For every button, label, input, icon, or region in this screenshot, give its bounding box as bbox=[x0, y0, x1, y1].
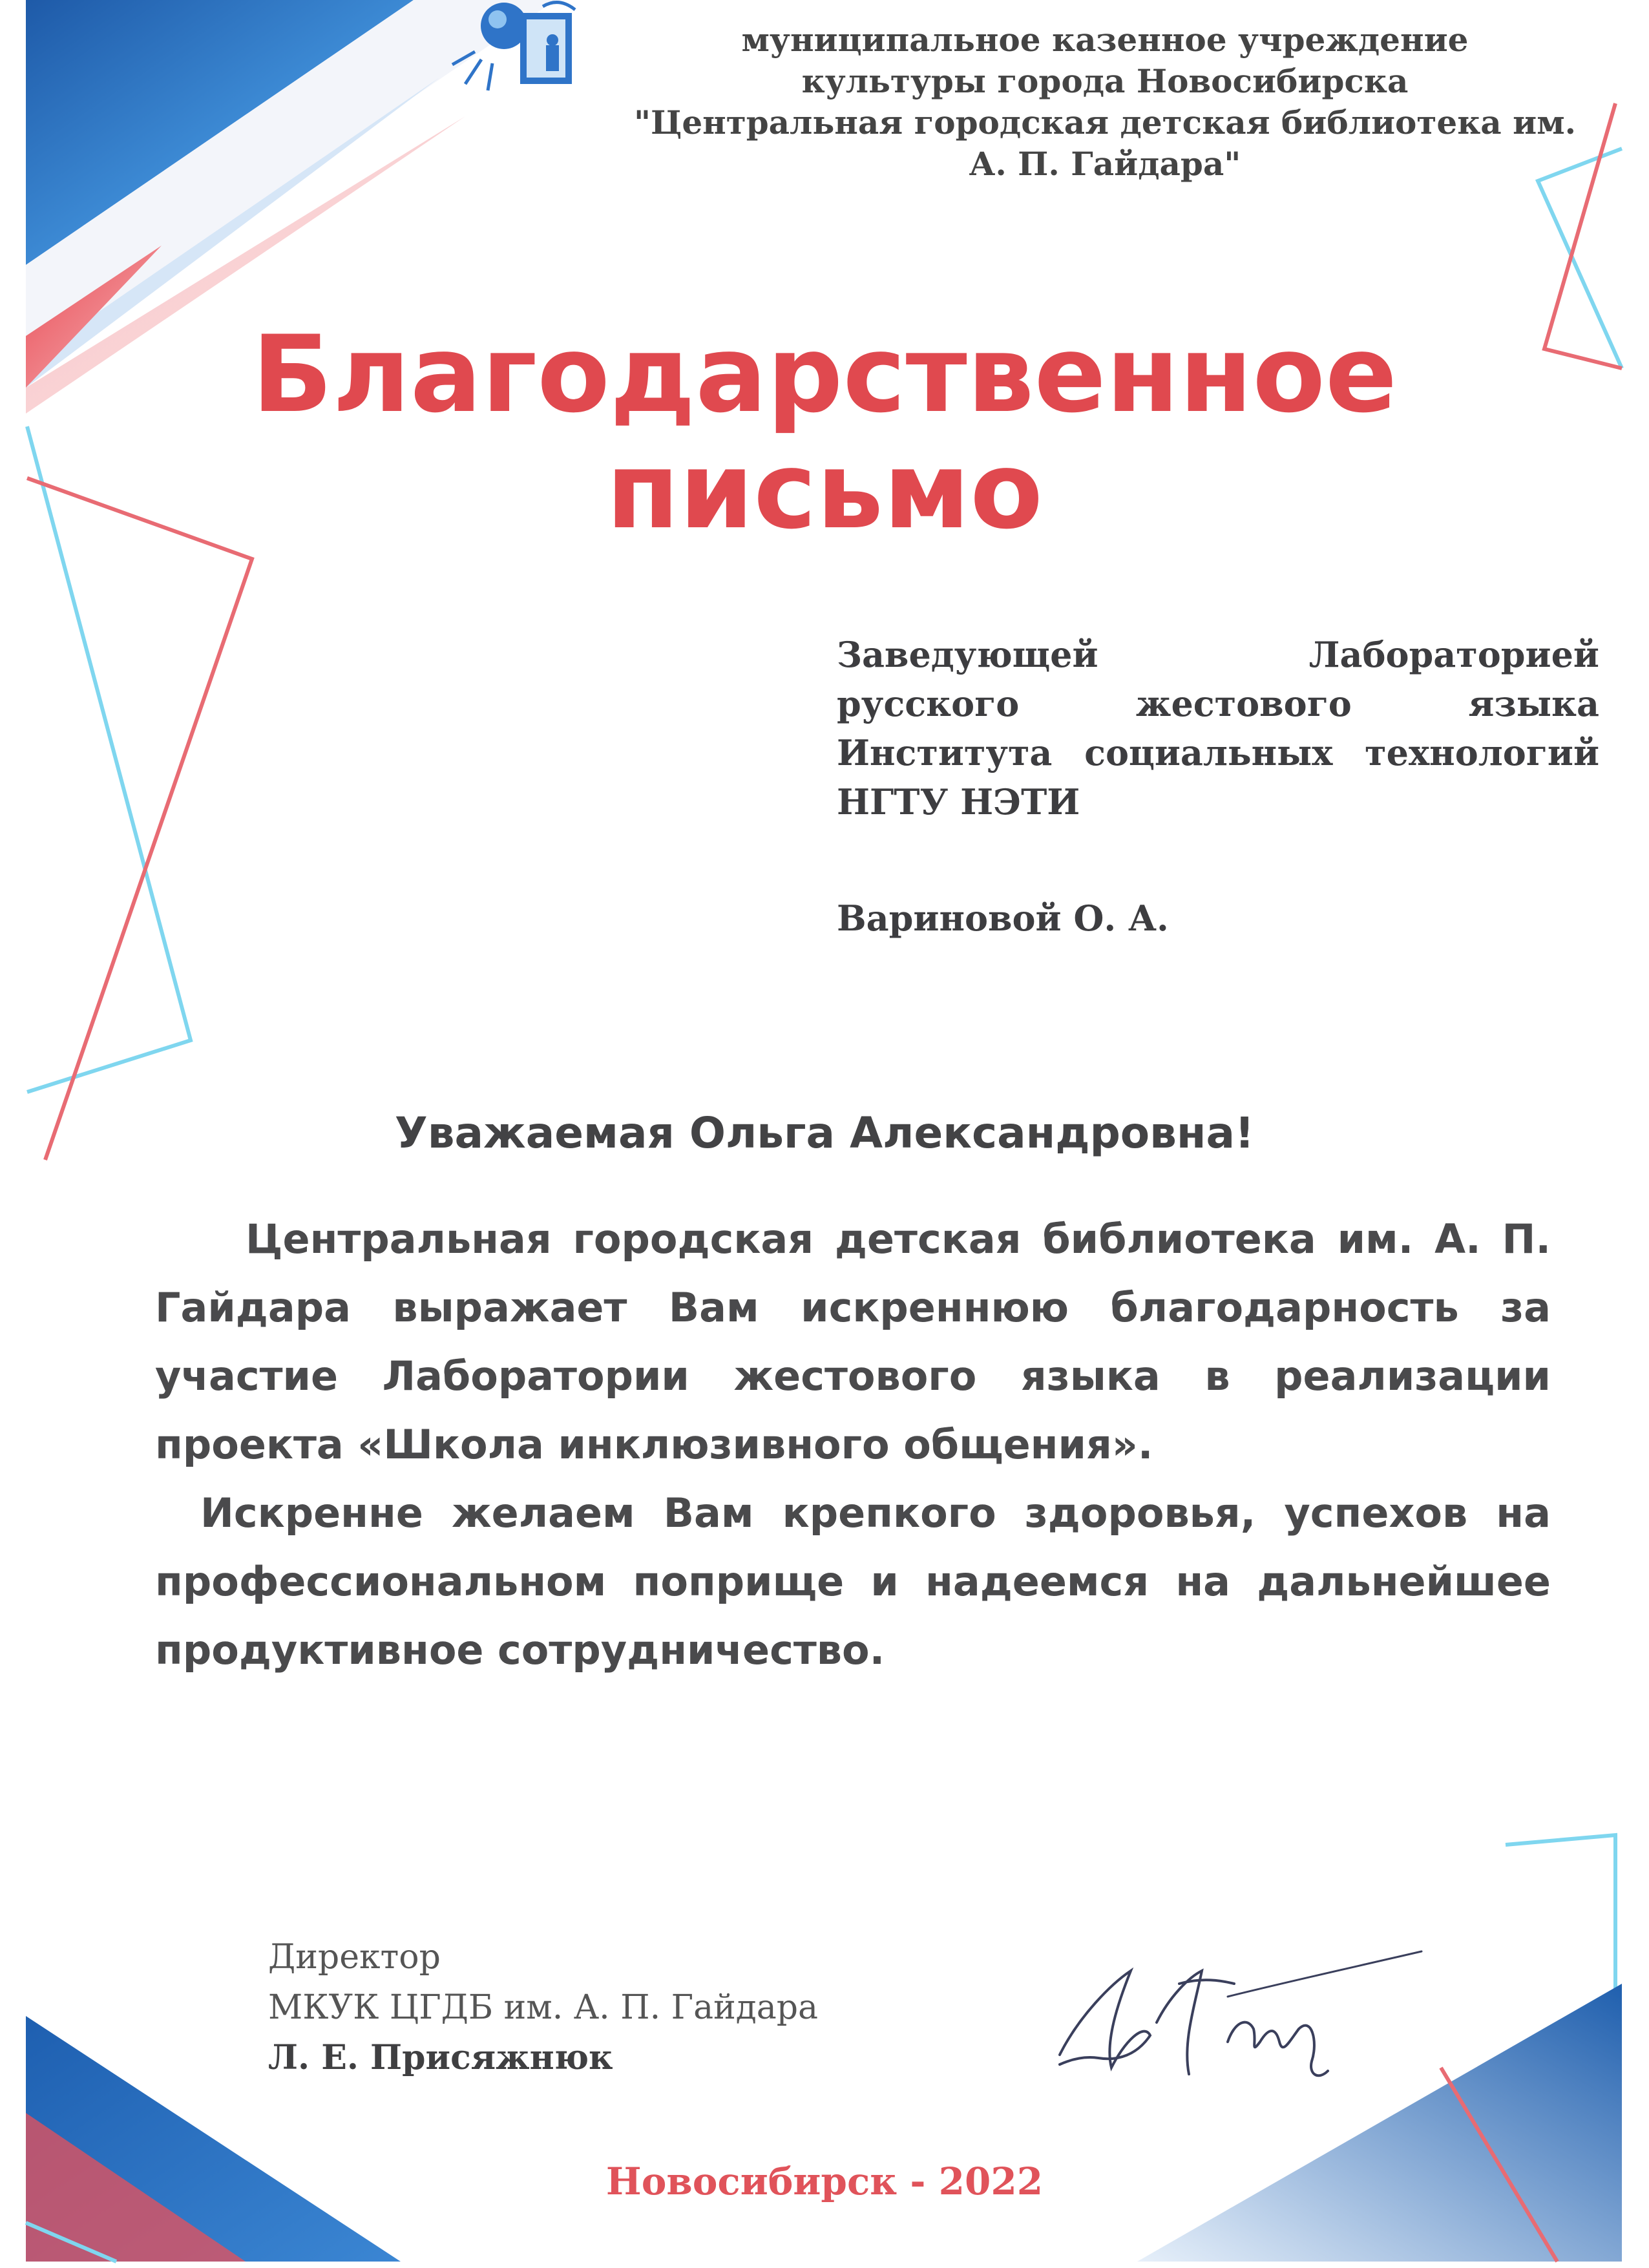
organization-header bbox=[620, 19, 1590, 185]
place-and-year: Новосибирск - 2022 bbox=[605, 2159, 1044, 2203]
body-paragraph-2: Искренне желаем Вам крепкого здоровья, успехов на профессиональном поприще и надеемся на дальнейшее продуктивное сотрудничество. bbox=[155, 1489, 1551, 1674]
org-line-2: культуры города Новосибирска bbox=[801, 62, 1409, 100]
signatory-position: Директор bbox=[268, 1938, 441, 1977]
signatory-block bbox=[268, 1932, 818, 2083]
body-paragraph-1: Центральная городская детская библиотека им. А. П. Гайдара выражает Вам искреннюю благодарность за участие Лаборатории жестового языка в реализации проекта «Школа инклюзивного общения». bbox=[155, 1215, 1551, 1468]
signatory-institution: МКУК ЦГДБ им. А. П. Гайдара bbox=[268, 1988, 819, 2027]
addressee-name: Вариновой О. А. bbox=[837, 898, 1169, 939]
signatory-name: Л. Е. Присяжнюк bbox=[268, 2038, 613, 2077]
letter-body bbox=[155, 1205, 1551, 1685]
greeting: Уважаемая Ольга Александровна! bbox=[394, 1108, 1255, 1158]
addressee-line-1: Заведующей Лабораторией bbox=[837, 634, 1599, 675]
handwritten-signature bbox=[1034, 1945, 1447, 2100]
addressee-block bbox=[837, 630, 1599, 943]
addressee-line-3: Института социальных технологий bbox=[837, 732, 1599, 773]
library-logo bbox=[446, 0, 614, 97]
document-title-line-1: Благодарственное bbox=[251, 313, 1398, 436]
org-line-3: "Центральная городская детская библиотека им. А. П. Гайдара" bbox=[633, 103, 1577, 183]
document-title-line-2: письмо bbox=[606, 429, 1043, 552]
addressee-line-4: НГТУ НЭТИ bbox=[837, 781, 1080, 823]
addressee-line-2: русского жестового языка bbox=[837, 683, 1599, 724]
org-line-1: муниципальное казенное учреждение bbox=[741, 21, 1469, 59]
